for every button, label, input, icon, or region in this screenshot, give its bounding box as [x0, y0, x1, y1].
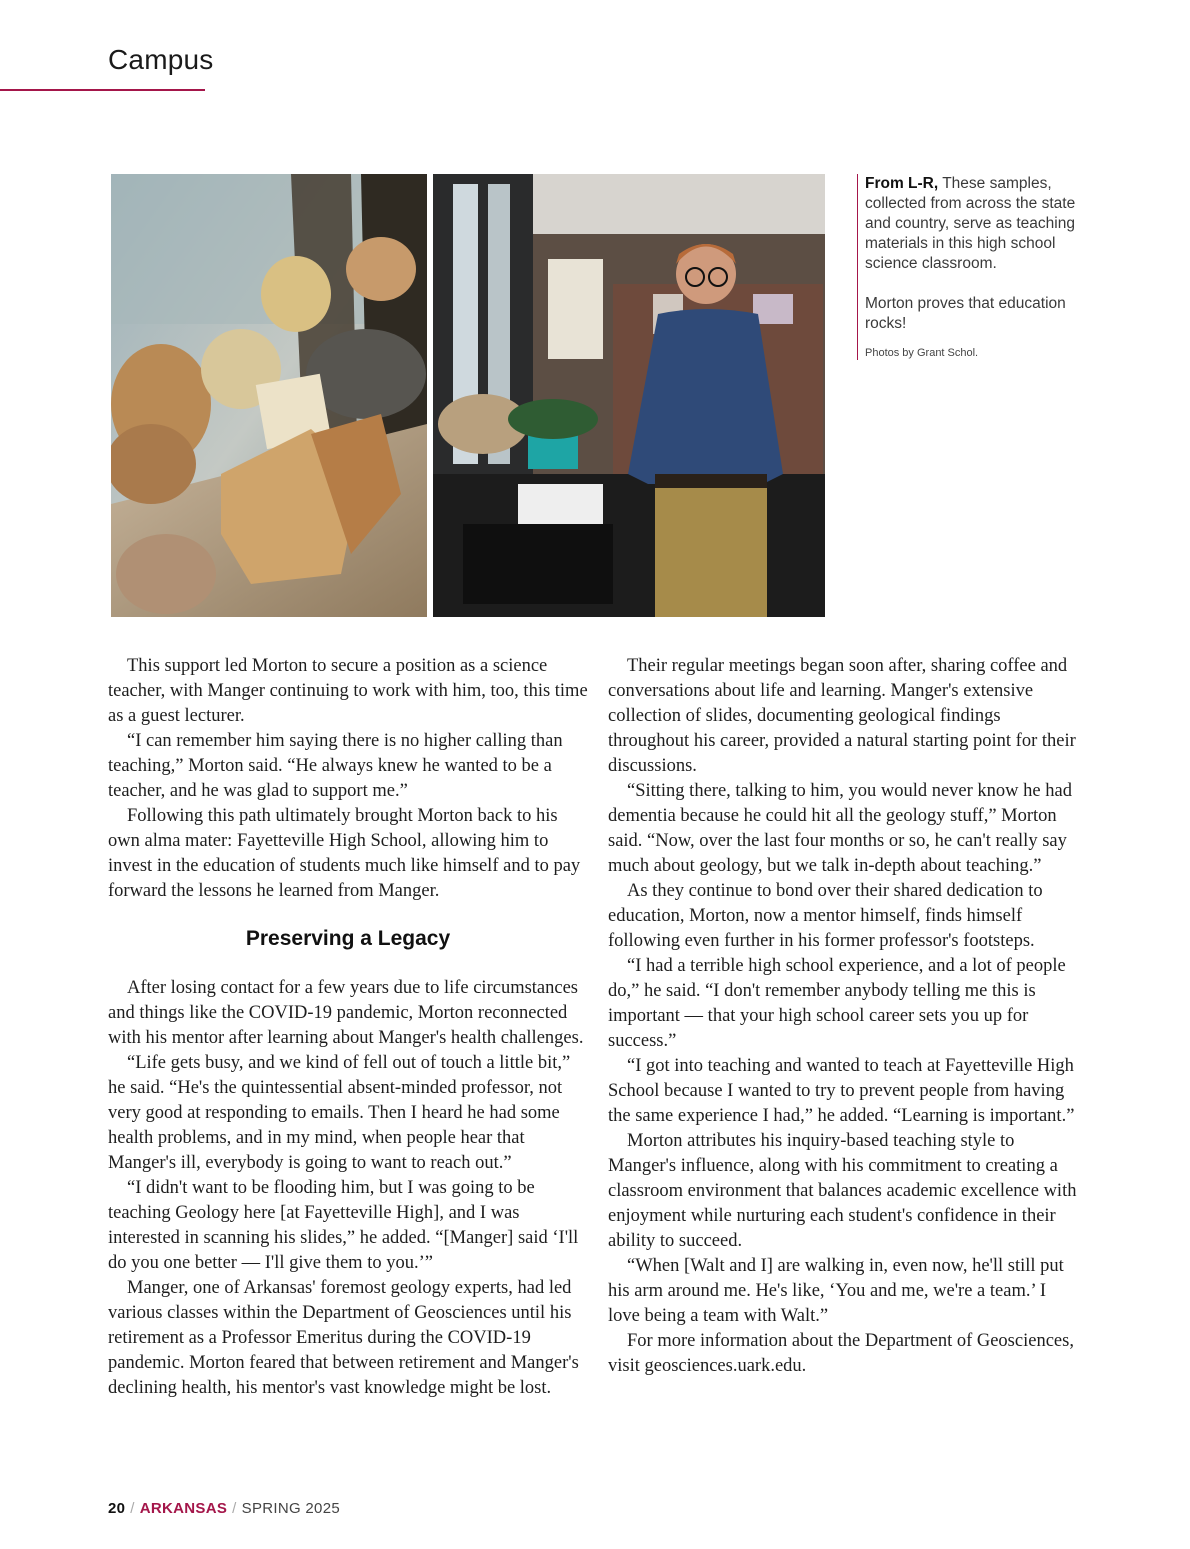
footer-separator: /: [232, 1500, 237, 1517]
rock-samples-illustration: [111, 174, 427, 617]
page-footer: [108, 1500, 340, 1517]
magazine-name: ARKANSAS: [139, 1500, 228, 1517]
paragraph: As they continue to bond over their shared dedication to education, Morton, now a mentor himself, finds himself following even further in his former professor's footsteps.: [608, 881, 1043, 951]
paragraph: For more information about the Department of Geosciences, visit geosciences.uark.edu.: [608, 1331, 1074, 1376]
paragraph: “Life gets busy, and we kind of fell out of touch a little bit,” he said. “He's the quintessential absent-minded professor, not very good at responding to emails. Then I heard he had some health problems, and in my mind, when people hear that Manger's ill, everybody is going to want to reach out.”: [108, 1053, 571, 1173]
morton-classroom-photo: [433, 174, 825, 617]
article-column-left: [108, 654, 588, 1401]
caption-text-1: These samples, collected from across the state and country, serve as teaching materials in this high school science classroom.: [865, 175, 1076, 272]
paragraph: Their regular meetings began soon after, sharing coffee and conversations about life and learning. Manger's extensive collection of slides, documenting geological findings throughout his career, provided a natural starting point for their discussions.: [608, 656, 1076, 776]
article-column-right: [608, 654, 1080, 1379]
paragraph: “I can remember him saying there is no higher calling than teaching,” Morton said. “He always knew he wanted to be a teacher, and he was glad to support me.”: [108, 731, 563, 801]
caption-text-2: Morton proves that education rocks!: [865, 295, 1066, 332]
issue-label: SPRING 2025: [241, 1500, 340, 1517]
section-rule: [0, 89, 205, 91]
photo-caption: [857, 174, 1105, 360]
paragraph: Manger, one of Arkansas' foremost geology experts, had led various classes within the Department of Geosciences until his retirement as a Professor Emeritus during the COVID-19 pandemic. Morton feared that between retirement and Manger's declining health, his mentor's vast knowledge might be lost.: [108, 1278, 579, 1398]
paragraph: “I got into teaching and wanted to teach at Fayetteville High School because I wanted to try to prevent people from having the same experience I had,” he added. “Learning is important.”: [608, 1056, 1075, 1126]
section-subheading: Preserving a Legacy: [245, 927, 451, 950]
footer-separator: /: [130, 1500, 135, 1517]
paragraph: This support led Morton to secure a position as a science teacher, with Manger continuing to work with him, too, this time as a guest lecturer.: [108, 656, 588, 726]
photo-credit: Photos by Grant Schol.: [865, 347, 979, 359]
section-label: Campus: [108, 44, 214, 75]
paragraph: “When [Walt and I] are walking in, even now, he'll still put his arm around me. He's like, ‘You and me, we're a team.’ I love being a team with Walt.”: [608, 1256, 1064, 1326]
page-number: 20: [108, 1500, 126, 1517]
paragraph: Following this path ultimately brought Morton back to his own alma mater: Fayetteville High School, allowing him to invest in the education of students much like himself and to pay forward the lessons he learned from Manger.: [108, 806, 581, 901]
paragraph: “I didn't want to be flooding him, but I was going to be teaching Geology here [at Fayetteville High], and I was interested in scanning his slides,” he added. “[Manger] said ‘I'll do you one better — I'll give them to you.’”: [108, 1178, 579, 1273]
rock-samples-photo: [111, 174, 427, 617]
morton-classroom-illustration: [433, 174, 825, 617]
paragraph: Morton attributes his inquiry-based teaching style to Manger's influence, along with his commitment to creating a classroom environment that balances academic excellence with enjoyment while nurturing each student's confidence in their ability to succeed.: [608, 1131, 1077, 1251]
paragraph: After losing contact for a few years due to life circumstances and things like the COVID-19 pandemic, Morton reconnected with his mentor after learning about Manger's health challenges.: [108, 978, 584, 1048]
caption-paragraph-1: [865, 174, 1105, 274]
caption-lead: From L-R,: [865, 175, 939, 192]
paragraph: “I had a terrible high school experience, and a lot of people do,” he said. “I don't remember anybody telling me this is important — that your high school career sets you up for success.”: [608, 956, 1066, 1051]
paragraph: “Sitting there, talking to him, you would never know he had dementia because he could hit all the geology stuff,” Morton said. “Now, over the last four months or so, he can't really say much about geology, but we talk in-depth about teaching.”: [608, 781, 1072, 876]
